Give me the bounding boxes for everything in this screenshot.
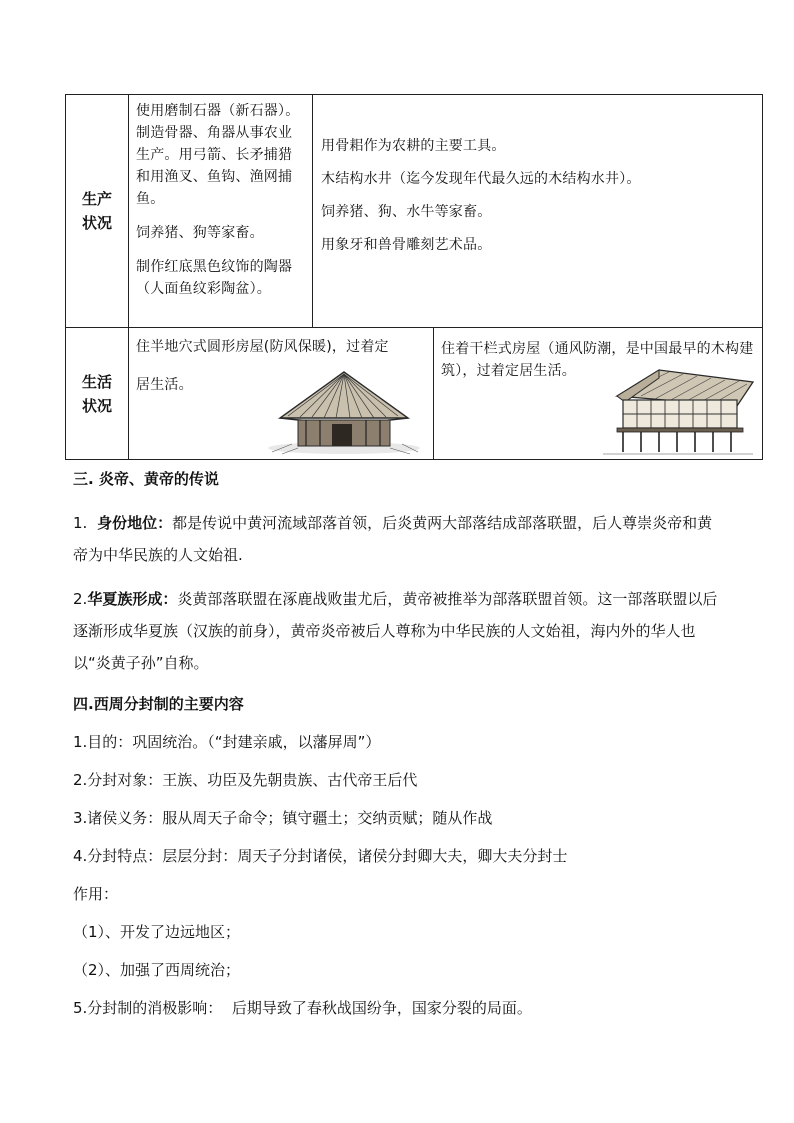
life-left-text-1: 住半地穴式圆形房屋(防风保暖)，过着定: [136, 339, 389, 355]
life-right-cell: [433, 327, 763, 460]
row-header-production: [65, 94, 129, 328]
section4-line-duties: 3.诸侯义务：服从周天子命令；镇守疆土；交纳贡赋；随从作战: [73, 809, 493, 827]
section3-item2-label: 华夏族形成：: [87, 590, 178, 608]
production-right-text-4: 用象牙和兽骨雕刻艺术品。: [321, 237, 492, 253]
section4-line-purpose: 1.目的：巩固统治。（“封建亲戚，以藩屏周”）: [73, 733, 381, 751]
production-left-text-3: 制作红底黑色纹饰的陶器（人面鱼纹彩陶盆）。: [136, 259, 293, 297]
production-right-text-2: 木结构水井（迄今发现年代最久远的木结构水井）。: [321, 171, 641, 187]
row-header-life-line1: 生活: [81, 372, 112, 391]
round-hut-icon: [262, 366, 422, 456]
section4-line-negative: 5.分封制的消极影响： 后期导致了春秋战国纷争，国家分裂的局面。: [73, 999, 532, 1017]
production-left-text-1: 使用磨制石器（新石器）。制造骨器、角器从事农业生产。用弓箭、长矛捕猎和用渔叉、鱼钩、渔网捕鱼。: [136, 103, 300, 207]
production-right-cell: [312, 94, 763, 328]
production-right-text-3: 饲养猪、狗、水牛等家畜。: [321, 204, 492, 220]
section3-title: 三. 炎帝、黄帝的传说: [73, 470, 219, 488]
section3-item2-number: 2.: [73, 590, 88, 608]
section4-line-effect-1: （1）、开发了边远地区；: [73, 923, 241, 941]
life-left-cell: [128, 327, 434, 460]
section4-line-targets: 2.分封对象：王族、功臣及先朝贵族、古代帝王后代: [73, 771, 418, 789]
production-right-text-1: 用骨耜作为农耕的主要工具。: [321, 138, 506, 154]
section4-title: 四.西周分封制的主要内容: [73, 695, 244, 713]
section4-line-effect-2: （2）、加强了西周统治；: [73, 961, 241, 979]
section3-item1-text: 都是传说中黄河流域部落首领，后炎黄两大部落结成部落联盟，后人尊崇炎帝和黄帝为中华民族的人文始祖.: [73, 514, 713, 564]
production-left-cell: [128, 94, 313, 328]
section3-item1-label: 身份地位：: [97, 514, 173, 532]
stilt-house-icon: [597, 366, 757, 456]
row-header-production-line2: 状况: [81, 214, 112, 232]
life-left-text-2: 居生活。: [136, 377, 193, 393]
life-right-text: 住着干栏式房屋（通风防潮，是中国最早的木构建筑），过着定居生活。: [441, 341, 754, 379]
production-left-text-2: 饲养猪、狗等家畜。: [136, 225, 264, 241]
section4-line-effect-heading: 作用：: [73, 885, 119, 903]
section3-item2-text: 炎黄部落联盟在涿鹿战败蚩尤后，黄帝被推举为部落联盟首领。这一部落联盟以后逐渐形成华夏族（汉族的前身），黄帝炎帝被后人尊称为中华民族的人文始祖，海内外的华人也以“炎黄子孙”自称。: [73, 590, 718, 672]
section3-item1-number: 1.: [73, 514, 88, 532]
section3-item1: [73, 507, 723, 571]
section3-item2: [73, 583, 723, 679]
row-header-life: [65, 327, 129, 460]
row-header-life-line2: 状况: [81, 396, 112, 415]
section4-line-features: 4.分封特点：层层分封：周天子分封诸侯，诸侯分封卿大夫，卿大夫分封士: [73, 847, 568, 865]
row-header-production-line1: 生产: [81, 190, 112, 208]
